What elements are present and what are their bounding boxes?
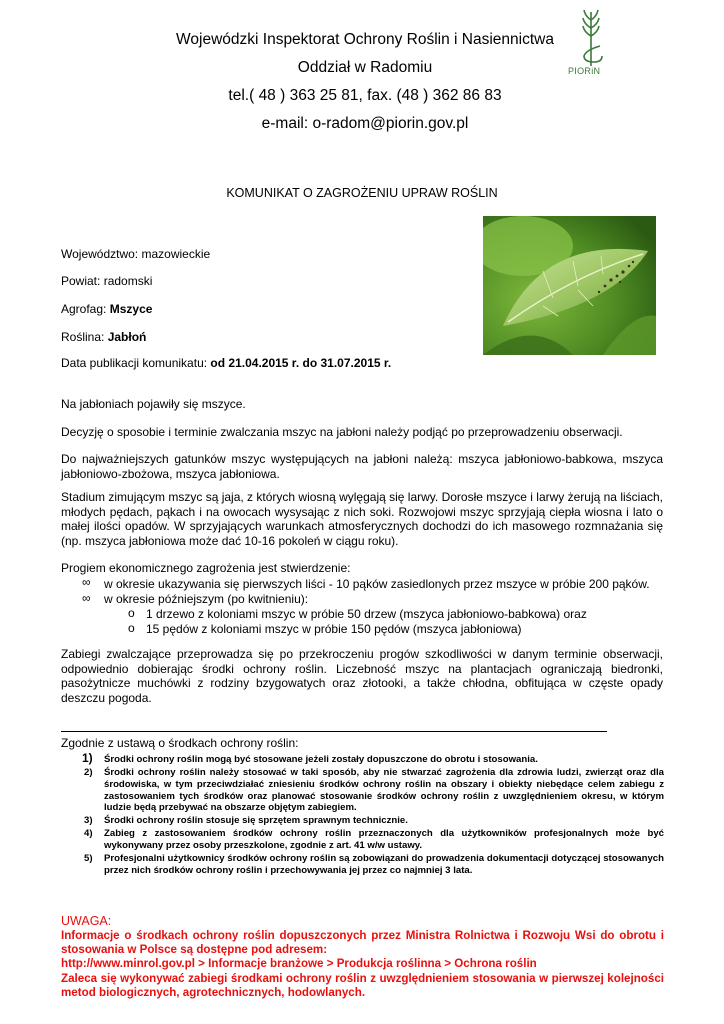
sub-bullet-circle-icon: o [128, 621, 135, 635]
law-item-number: 2) [84, 767, 93, 778]
voivodeship-value: mazowieckie [141, 247, 211, 261]
bullet-item-2: w okresie późniejszym (po kwitnieniu): [104, 592, 309, 606]
apple-leaf-aphids-photo [483, 216, 656, 355]
plant-label: Roślina: [61, 330, 105, 344]
divider [61, 731, 607, 732]
paragraph-6: Zabiegi zwalczające przeprowadza się po przekroczeniu progów szkodliwości w danym terminie obserwacji, odpowiednio dobierając środki ochrony roślin. Liczebność mszyc na plantacjach ograniczają biedronki, pasożytnicze muchówki z rodziny bzygowatych oraz złotooki, a także chłodna, obfitująca w częste opady deszczu pogoda. [61, 647, 663, 705]
pest-label: Agrofag: [61, 302, 107, 316]
paragraph-1: Na jabłoniach pojawiły się mszyce. [61, 397, 246, 411]
paragraph-4: Stadium zimującym mszyc są jaja, z których wiosną wylęgają się larwy. Dorosłe mszyce i larwy żerują na liściach, młodych pędach, pąkach i na owocach wysysając z nich soki. Rozwojowi mszyc sprzyjają ciepła wiosna i lato o małej ilości opadów. W sprzyjających warunkach atmosferycznych dochodzi do ich masowego rozmnażania się (np. mszyca jabłoniowa może dać 10-16 pokoleń w ciągu roku). [61, 490, 663, 548]
warning-text-2: Zaleca się wykonywać zabiegi środkami ochrony roślin z uwzględnieniem stosowania w pierwszej kolejności metod biologicznych, agrotechnicznych, hodowlanych. [61, 972, 664, 999]
branch-name: Oddział w Radomiu [297, 59, 433, 76]
phone-fax: tel.( 48 ) 363 25 81, fax. (48 ) 362 86 83 [228, 87, 502, 104]
paragraph-2: Decyzję o sposobie i terminie zwalczania mszyc na jabłoni należy podjąć po przeprowadzeniu obserwacji. [61, 425, 623, 439]
pest-row [61, 302, 152, 316]
law-item-number: 1) [82, 751, 93, 765]
county-label: Powiat: [61, 274, 101, 288]
law-item-2: Środki ochrony roślin należy stosować w taki sposób, aby nie stwarzać zagrożenia dla zdrowia ludzi, zwierząt oraz dla środowiska, w tym przeciwdziałać zniesieniu środków ochrony roślin na obszary i obiekty niebędące celem zabiegu z zastosowaniem tych środków oraz planować stosowanie środków ochrony roślin z uwzględnieniem okresu, w którym ludzie będą przebywać na obszarze objętym zabiegiem. [104, 767, 664, 814]
paragraph-3: Do najważniejszych gatunków mszyc występujących na jabłoni należą: mszyca jabłoniowo-babkowa, mszyca jabłoniowo-zbożowa, mszyca jabłoniowa. [61, 452, 663, 481]
law-item-number: 5) [84, 853, 93, 864]
plant-value: Jabłoń [107, 330, 147, 344]
law-item-number: 3) [84, 815, 93, 826]
voivodeship-row [61, 247, 210, 261]
law-item-1: Środki ochrony roślin mogą być stosowane jeżeli zostały dopuszczone do obrotu i stosowania. [104, 754, 538, 765]
sub-bullet-item-1: 1 drzewo z koloniami mszyc w próbie 50 drzew (mszyca jabłoniowo-babkowa) oraz [146, 607, 587, 621]
plant-row [61, 330, 146, 344]
institution-name: Wojewódzki Inspektorat Ochrony Roślin i Nasiennictwa [176, 31, 554, 48]
law-item-4: Zabieg z zastosowaniem środków ochrony roślin przeznaczonych dla użytkowników profesjonalnych może być wykonywany przez osoby przeszkolone, zgodnie z art. 41 w/w ustawy. [104, 828, 664, 851]
bullet-infinity-icon: ∞ [82, 575, 91, 589]
sub-bullet-circle-icon: o [128, 606, 135, 620]
county-row [61, 274, 152, 288]
publication-date-value: od 21.04.2015 r. do 31.07.2015 r. [210, 356, 392, 370]
document-title: KOMUNIKAT O ZAGROŻENIU UPRAW ROŚLIN [226, 186, 498, 200]
bullet-item-1: w okresie ukazywania się pierwszych liści - 10 pąków zasiedlonych przez mszyce w próbie 200 pąków. [104, 577, 650, 591]
bullet-infinity-icon: ∞ [82, 591, 91, 605]
law-heading: Zgodnie z ustawą o środkach ochrony roślin: [61, 736, 299, 750]
logo-text: PIORiN [568, 66, 601, 76]
publication-date-row [61, 356, 391, 370]
sub-bullet-item-2: 15 pędów z koloniami mszyc w próbie 150 pędów (mszyca jabłoniowa) [146, 622, 522, 636]
law-item-number: 4) [84, 828, 93, 839]
law-item-5: Profesjonalni użytkownicy środków ochrony roślin są zobowiązani do prowadzenia dokumentacji dotyczącej stosowanych przez nich środków ochrony roślin i przechowywania jej przez co najmniej 3 lata. [104, 853, 664, 876]
paragraph-5: Progiem ekonomicznego zagrożenia jest stwierdzenie: [61, 561, 351, 575]
warning-title: UWAGA: [61, 914, 112, 928]
county-value: radomski [103, 274, 153, 288]
header [150, 26, 580, 138]
warning-link[interactable]: http://www.minrol.gov.pl > Informacje branżowe > Produkcja roślinna > Ochrona roślin [61, 957, 537, 970]
warning-text-1: Informacje o środkach ochrony roślin dopuszczonych przez Ministra Rolnictwa i Rozwoju Wsi do obrotu i stosowania w Polsce są dostępne pod adresem: [61, 929, 664, 956]
voivodeship-label: Województwo: [61, 247, 139, 261]
email[interactable]: e-mail: o-radom@piorin.gov.pl [261, 115, 469, 132]
publication-date-label: Data publikacji komunikatu: [61, 356, 208, 370]
law-item-3: Środki ochrony roślin stosuje się sprzętem sprawnym technicznie. [104, 815, 408, 826]
pest-value: Mszyce [109, 302, 153, 316]
